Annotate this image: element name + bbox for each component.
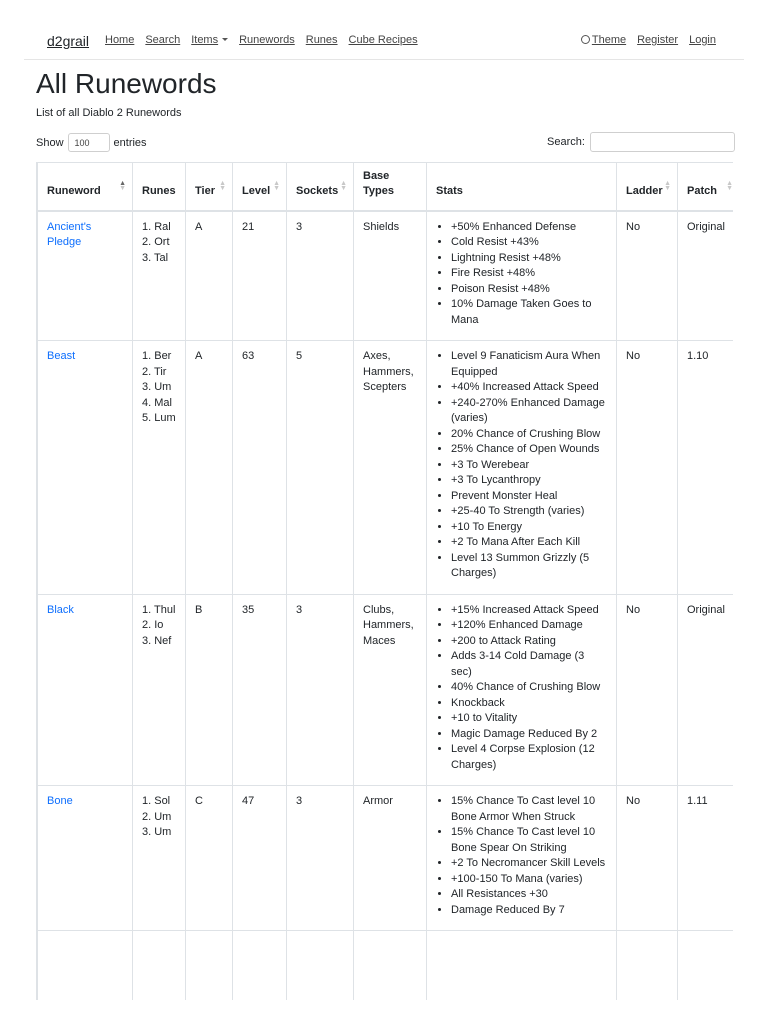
- sort-icon: ▲ ▼: [664, 179, 671, 192]
- cell-base-types-value: Armor: [363, 795, 393, 807]
- nav-login[interactable]: Login: [689, 34, 716, 46]
- cell-patch-value: 1.11: [687, 795, 708, 807]
- table-row: [38, 211, 734, 341]
- entries-length-select[interactable]: [68, 133, 110, 152]
- table-body: [38, 211, 734, 1001]
- stat-item: • +240-270% Enhanced Damage (varies): [451, 396, 607, 427]
- top-navbar: [0, 0, 768, 60]
- cell-sockets-value: 3: [296, 603, 303, 616]
- cell-runes: [133, 211, 186, 341]
- table-row: [38, 931, 734, 1001]
- stat-item: • Adds 3-14 Cold Damage (3 sec): [451, 649, 607, 680]
- header-label: Ladder: [626, 184, 663, 197]
- header-runes[interactable]: [133, 163, 186, 211]
- stat-item: • Fire Resist +48%: [451, 266, 607, 282]
- cell-runeword: [38, 786, 133, 931]
- cell-stats: [427, 341, 617, 595]
- stat-item: • Knockback: [451, 696, 607, 712]
- cell-base-types-value: Shields: [363, 220, 400, 233]
- nav-theme-label: Theme: [591, 34, 627, 46]
- cell-level-value: 21: [242, 220, 255, 233]
- cell-ladder: [617, 594, 678, 786]
- stat-item: • +10 To Energy: [451, 520, 607, 536]
- nav-runewords[interactable]: Runewords: [239, 34, 295, 46]
- cell-runeword: [38, 341, 133, 595]
- cell-tier-value: A: [195, 220, 203, 233]
- cell-base-types: [354, 341, 427, 595]
- cell-ladder-value: No: [626, 795, 641, 807]
- stat-item: • +10 to Vitality: [451, 711, 607, 727]
- nav-items-dropdown[interactable]: [191, 34, 228, 46]
- cell-patch: [678, 786, 734, 931]
- stat-item: • Level 4 Corpse Explosion (12 Charges): [451, 742, 607, 773]
- nav-cube-recipes[interactable]: Cube Recipes: [348, 34, 418, 46]
- cell-patch: [678, 211, 734, 341]
- cell-base-types-value: Clubs, Hammers, Maces: [363, 603, 414, 647]
- cell-runes-list: [142, 603, 176, 650]
- table-cell: [233, 931, 287, 1001]
- cell-sockets-value: 5: [296, 350, 303, 362]
- page-subtitle: List of all Diablo 2 Runewords: [36, 107, 182, 119]
- nav-right-links: [581, 34, 716, 46]
- nav-runes[interactable]: Runes: [305, 34, 338, 46]
- stat-item: • +100-150 To Mana (varies): [451, 872, 607, 888]
- stat-item: • Magic Damage Reduced By 2: [451, 727, 607, 743]
- cell-level-value: 63: [242, 350, 255, 362]
- header-label: Stats: [436, 184, 463, 197]
- chevron-down-icon: [222, 38, 228, 41]
- cell-sockets: [287, 786, 354, 931]
- stat-item: • +25-40 To Strength (varies): [451, 504, 607, 520]
- stat-item: • +15% Increased Attack Speed: [451, 603, 607, 619]
- page-title: All Runewords: [36, 68, 217, 99]
- cell-level: [233, 211, 287, 341]
- stat-item: • +2 To Necromancer Skill Levels: [451, 856, 607, 872]
- rune-item: 2. Um: [142, 810, 172, 823]
- cell-tier: [186, 211, 233, 341]
- cell-stats: [427, 211, 617, 341]
- cell-stats: [427, 594, 617, 786]
- cell-tier: [186, 786, 233, 931]
- stat-item: • Damage Reduced By 7: [451, 903, 607, 919]
- table-cell: [678, 931, 734, 1001]
- header-label: Runeword: [47, 184, 101, 197]
- stat-item: • 40% Chance of Crushing Blow: [451, 680, 607, 696]
- cell-runes: [133, 786, 186, 931]
- stat-item: • +40% Increased Attack Speed: [451, 380, 607, 396]
- cell-runeword: [38, 594, 133, 786]
- stat-item: • Cold Resist +43%: [451, 235, 607, 251]
- table-cell: [133, 931, 186, 1001]
- cell-stats-list: [436, 603, 607, 774]
- theme-icon: [581, 35, 590, 44]
- cell-stats-list: [436, 794, 607, 918]
- stat-item: • Poison Resist +48%: [451, 282, 607, 298]
- table-cell: [186, 931, 233, 1001]
- cell-stats: [427, 786, 617, 931]
- rune-item: 1. Ral: [142, 220, 171, 233]
- cell-tier-value: C: [195, 795, 203, 807]
- stat-item: • Level 9 Fanaticism Aura When Equipped: [451, 349, 607, 380]
- header-tier[interactable]: [186, 163, 233, 211]
- cell-base-types: [354, 594, 427, 786]
- cell-runes: [133, 594, 186, 786]
- rune-item: 4. Mal: [142, 396, 172, 409]
- cell-stats-list: [436, 349, 607, 582]
- rune-item: 3. Um: [142, 826, 172, 838]
- nav-home[interactable]: Home: [105, 34, 135, 46]
- stat-item: • +3 To Werebear: [451, 458, 607, 474]
- cell-patch: [678, 594, 734, 786]
- runeword-link[interactable]: Ancient's Pledge: [47, 220, 92, 248]
- cell-ladder: [617, 341, 678, 595]
- header-label: Tier: [195, 184, 215, 197]
- sort-icon: ▲ ▼: [726, 179, 733, 192]
- table-row: [38, 786, 734, 931]
- cell-runes-list: [142, 220, 176, 267]
- cell-ladder: [617, 786, 678, 931]
- rune-item: 5. Lum: [142, 412, 176, 424]
- sort-icon: ▲ ▼: [273, 179, 280, 192]
- rune-item: 1. Thul: [142, 603, 176, 616]
- navbar-divider: [24, 59, 744, 60]
- header-level[interactable]: [233, 163, 287, 211]
- entries-length-control: [36, 133, 147, 152]
- header-label: Patch: [687, 184, 717, 197]
- sort-icon: ▲ ▼: [219, 179, 226, 192]
- stat-item: • +120% Enhanced Damage: [451, 618, 607, 634]
- header-label: Sockets: [296, 184, 339, 197]
- cell-tier-value: A: [195, 350, 203, 362]
- table-header-row: [38, 163, 734, 211]
- header-label: Runes: [142, 184, 176, 197]
- cell-ladder-value: No: [626, 603, 641, 616]
- cell-level-value: 47: [242, 795, 255, 807]
- table-cell: [617, 931, 678, 1001]
- cell-runes-list: [142, 349, 176, 427]
- header-runeword[interactable]: [38, 163, 133, 211]
- cell-patch-value: Original: [687, 220, 725, 233]
- stat-item: • 25% Chance of Open Wounds: [451, 442, 607, 458]
- stat-item: • +200 to Attack Rating: [451, 634, 607, 650]
- sort-icon: ▲ ▼: [340, 179, 347, 192]
- cell-sockets: [287, 211, 354, 341]
- cell-level: [233, 341, 287, 595]
- cell-level: [233, 594, 287, 786]
- cell-base-types: [354, 211, 427, 341]
- rune-item: 3. Um: [142, 381, 172, 393]
- entries-label: entries: [113, 136, 147, 149]
- stat-item: • +50% Enhanced Defense: [451, 220, 607, 236]
- header-stats[interactable]: [427, 163, 617, 211]
- stat-item: • +2 To Mana After Each Kill: [451, 535, 607, 551]
- table-row: [38, 341, 734, 595]
- stat-item: • +3 To Lycanthropy: [451, 473, 607, 489]
- cell-sockets: [287, 341, 354, 595]
- rune-item: 1. Ber: [142, 350, 172, 362]
- header-base-types[interactable]: [354, 163, 427, 211]
- stat-item: • Level 13 Summon Grizzly (5 Charges): [451, 551, 607, 582]
- stat-item: • 20% Chance of Crushing Blow: [451, 427, 607, 443]
- table-cell: [287, 931, 354, 1001]
- cell-sockets-value: 3: [296, 795, 303, 807]
- cell-level: [233, 786, 287, 931]
- cell-runes: [133, 341, 186, 595]
- nav-search[interactable]: Search: [145, 34, 181, 46]
- table-cell: [354, 931, 427, 1001]
- header-ladder[interactable]: [617, 163, 678, 211]
- rune-item: 2. Ort: [142, 236, 170, 248]
- cell-ladder-value: No: [626, 350, 641, 362]
- stat-item: • Lightning Resist +48%: [451, 251, 607, 267]
- rune-item: 3. Nef: [142, 634, 172, 647]
- stat-item: • Prevent Monster Heal: [451, 489, 607, 505]
- stat-item: • 15% Chance To Cast level 10 Bone Spear On Striking: [451, 825, 607, 856]
- nav-left-links: [105, 34, 418, 46]
- table-cell: [427, 931, 617, 1001]
- header-sockets[interactable]: [287, 163, 354, 211]
- rune-item: 2. Tir: [142, 365, 167, 378]
- cell-runeword: [38, 211, 133, 341]
- cell-base-types-value: Axes, Hammers, Scepters: [363, 350, 414, 393]
- brand-link[interactable]: d2grail: [47, 33, 90, 49]
- nav-items-label: Items: [191, 34, 219, 46]
- cell-base-types: [354, 786, 427, 931]
- cell-tier: [186, 341, 233, 595]
- cell-patch: [678, 341, 734, 595]
- runeword-link[interactable]: Bone: [47, 795, 73, 807]
- cell-runes-list: [142, 794, 176, 841]
- search-label: Search:: [547, 136, 585, 148]
- runewords-table: [37, 162, 733, 1000]
- show-label: Show: [36, 136, 64, 149]
- stat-item: • All Resistances +30: [451, 887, 607, 903]
- runewords-table-container: [36, 162, 733, 1000]
- cell-patch-value: Original: [687, 603, 725, 616]
- nav-register[interactable]: Register: [637, 34, 679, 46]
- cell-level-value: 35: [242, 603, 255, 616]
- cell-ladder: [617, 211, 678, 341]
- rune-item: 2. Io: [142, 619, 164, 631]
- cell-sockets: [287, 594, 354, 786]
- table-search-control: [547, 132, 735, 152]
- header-label: Base Types: [363, 169, 394, 197]
- runeword-link[interactable]: Black: [47, 603, 74, 616]
- table-row: [38, 594, 734, 786]
- cell-tier: [186, 594, 233, 786]
- rune-item: 3. Tal: [142, 251, 169, 264]
- sort-asc-icon: ▲ ▼: [119, 179, 126, 192]
- header-patch[interactable]: [678, 163, 734, 211]
- cell-ladder-value: No: [626, 220, 641, 233]
- nav-theme-toggle[interactable]: [581, 34, 626, 46]
- stat-item: • 10% Damage Taken Goes to Mana: [451, 297, 607, 328]
- cell-patch-value: 1.10: [687, 350, 709, 362]
- stat-item: • 15% Chance To Cast level 10 Bone Armor When Struck: [451, 794, 607, 825]
- cell-sockets-value: 3: [296, 220, 303, 233]
- table-cell: [38, 931, 133, 1001]
- runeword-link[interactable]: Beast: [47, 350, 76, 362]
- cell-tier-value: B: [195, 603, 203, 616]
- cell-stats-list: [436, 220, 607, 329]
- search-input[interactable]: [590, 132, 735, 152]
- rune-item: 1. Sol: [142, 795, 171, 807]
- header-label: Level: [242, 184, 271, 197]
